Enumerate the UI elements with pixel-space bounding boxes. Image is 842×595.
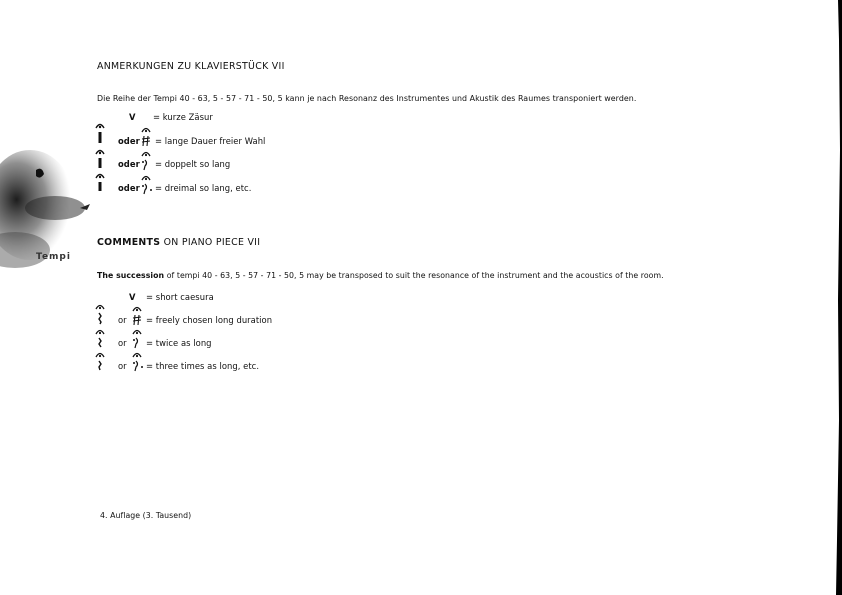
fermata-over-dotted-rest-icon: [140, 150, 152, 172]
fermata-rest-icon: [95, 148, 105, 170]
english-row-2-text: = twice as long: [146, 338, 212, 348]
german-caesura-text: = kurze Zäsur: [153, 112, 213, 122]
german-row-2-text: = doppelt so lang: [155, 159, 231, 169]
english-intro-rest: of tempi 40 - 63, 5 - 57 - 71 - 50, 5 may be transposed to suit the resonance of the instrument and the acoustics of the room.: [166, 271, 664, 280]
fermata-rest-icon: [95, 303, 105, 325]
edition-footer: 4. Auflage (3. Tausend): [100, 511, 192, 520]
fermata-rest-icon: [95, 172, 105, 194]
english-caesura-symbol: V: [129, 292, 136, 302]
german-heading: ANMERKUNGEN ZU KLAVIERSTÜCK VII: [97, 61, 285, 72]
english-row-1-text: = freely chosen long duration: [146, 315, 273, 325]
english-intro-bold: The succession: [97, 271, 165, 280]
fermata-over-dotted-rest-icon: [131, 351, 145, 373]
fermata-rest-icon: [95, 328, 105, 350]
english-row-3-text: = three times as long, etc.: [146, 361, 260, 371]
english-heading-bold: COMMENTS: [97, 237, 161, 248]
english-heading-rest: ON PIANO PIECE VII: [163, 237, 261, 248]
fermata-rest-icon: [95, 351, 105, 373]
fermata-over-slashed-icon: [140, 126, 152, 148]
english-connector-3: or: [118, 361, 127, 371]
german-row-3-text: = dreimal so lang, etc.: [155, 183, 252, 193]
english-heading: [97, 237, 260, 248]
smudge-fragment-text: Tempi: [36, 252, 71, 262]
scan-right-edge: [830, 0, 842, 595]
fermata-over-slashed-icon: [131, 305, 143, 327]
german-connector-2: oder: [118, 159, 140, 169]
german-intro: Die Reihe der Tempi 40 - 63, 5 - 57 - 71 - 50, 5 kann je nach Resonanz des Instrumentes und Akustik des Raumes transponiert werden.: [97, 94, 637, 103]
german-connector-1: oder: [118, 136, 140, 146]
fermata-over-dotted-rest-icon: [140, 174, 154, 196]
german-connector-3: oder: [118, 183, 140, 193]
fermata-over-dotted-rest-icon: [131, 328, 143, 350]
english-caesura-text: = short caesura: [146, 292, 214, 302]
english-connector-1: or: [118, 315, 127, 325]
english-intro: [97, 271, 664, 280]
german-row-1-text: = lange Dauer freier Wahl: [155, 136, 266, 146]
english-connector-2: or: [118, 338, 127, 348]
fermata-rest-icon: [95, 122, 105, 144]
german-caesura-symbol: V: [129, 112, 136, 122]
